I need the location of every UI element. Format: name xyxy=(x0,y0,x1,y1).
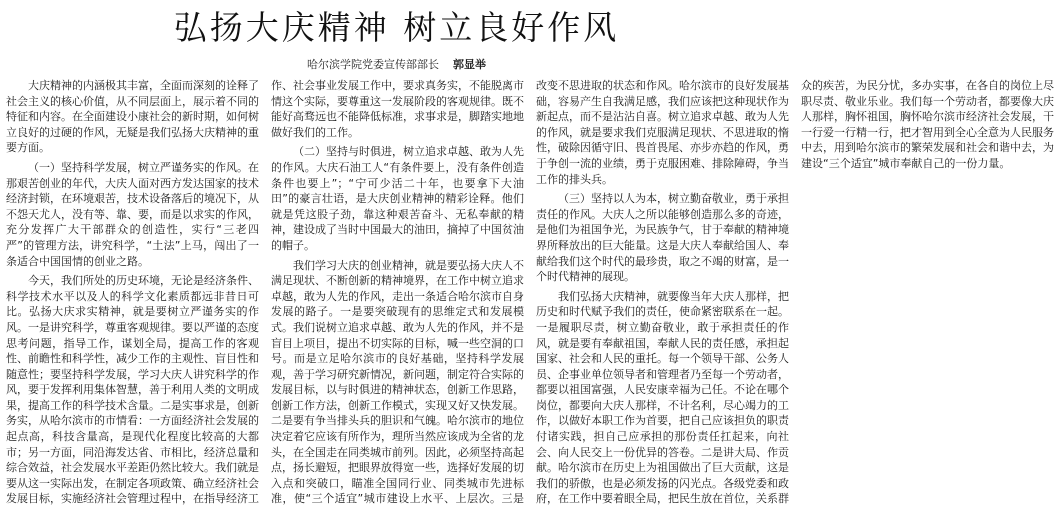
article-paragraph: （一）坚持科学发展，树立严谨务实的作风。在那艰苦创业的年代，大庆人面对西方发达国家的技术经济封锁，在环境艰苦，技术设备落后的境况下，从不怨天尤人，没有等、靠、要，而是以求实的作风，充分发挥广大干部群众的创造性，实行“三老四严”的管理方法，讲究科学，“土法”上马，闯出了一条适合中国国情的创业之路。 xyxy=(6,160,259,268)
article-paragraph: 我们学习大庆的创业精神，就是要弘扬大庆人不满足现状、不断创新的精神境界，在工作中树立追求卓越，敢为人先的作风，走出一条适合哈尔滨市自身发展的路子。一是要突破现有的思维定式和发展模式。我们说树立追求卓越、敢为人先的作风，并不是盲目上项目，提出不切实际的目标，喊一些空洞的口号。而是立足哈尔滨市的良好基础，坚持科学发展观，善于学习研究新情况，新问题，制定符合实际的发展目标，以与时俱进的精神状态，创新工作思路，创新工作方法，创新工作模式，实现又好又快发展。二是要有争当排头兵的胆识和气魄。哈尔滨市的地位决定着它应该有所作为，理所当然应该成为全省的龙头，在全国走在同类城市前列。因此，必须坚持高起点，扬长避短，把眼界放得宽一些，选择好发展的切入点和突破口，瞄准全国同行业、同类城市先进标准，使“三个适宜”城市建设上水平、上层次。三是改变不思进取的状态和作风。哈尔滨市的良好发展基础，容易产生自我满足感，我们应该把这种现状作为新起点，而不是沾沾自喜。树立追求卓越、敢为人先的作风，就是要求我们克服满足现状、不思进取的惰性，破除因循守旧、畏首畏尾、亦步亦趋的作风，勇于争创一流的业绩，勇于克服困难、排除障碍，争当工作的排头兵。 xyxy=(271,79,789,506)
article-body xyxy=(6,78,1054,522)
article-byline xyxy=(0,58,793,72)
article-paragraph: 大庆精神的内涵极其丰富，全面而深刻的诠释了社会主义的核心价值，从不同层面上，展示着不同的特征和内容。在全面建设小康社会的新时期，如何树立良好的过硬的作风，无疑是我们弘扬大庆精神的重要方面。 xyxy=(6,79,259,155)
article-paragraph: 今天，我们所处的历史环境，无论是经济条件、科学技术水平以及人的科学文化素质都远非昔日可比。弘扬大庆求实精神，就是要树立严谨务实的作风。一是讲究科学，尊重客观规律。要以严谨的态度思考问题，指导工作，谋划全局，提高工作的客观性、前瞻性和科学性，减少工作的主观性、盲目性和随意性；要坚持科学发展，学习大庆人讲究科学的作风，要于发挥利用集体智慧，善于利用人类的文明成果，提高工作的科学技术含量。二是实事求是，创新务实，从哈尔滨市的市情看：一方面经济社会发展的起点高，科技含量高，是现代化程度比较高的大都市；另一方面，同沿海发达省、市相比，经济总量和综合效益，社会发展水平差距仍然比较大。我们就是要从这一实际出发，在制定各项政策、确立经济社会发展目标，实施经济社会管理过程中，在指导经济工作、社会事业发展工作中，要求真务实，不能脱离市情这个实际，要尊重这一发展阶段的客观规律。既不能好高骛远也不能降低标准，求事求是，脚踏实地地做好我们的工作。 xyxy=(6,79,524,506)
article-paragraph: （三）坚持以人为本，树立勤奋敬业，勇于承担责任的作风。大庆人之所以能够创造那么多的奇迹，是他们为祖国争光，为民族争气，甘于奉献的精神境界所释放出的巨大能量。这是大庆人奉献给国人、奉献给我们这个时代的最珍贵，取之不竭的财富，是一个时代精神的展现。 xyxy=(536,192,789,284)
article-paragraph: （二）坚持与时俱进，树立追求卓越、敢为人先的作风。大庆石油工人“有条件要上，没有条件创造条件也要上”；“宁可少活二十年，也要拿下大油田”的豪言壮语，是大庆创业精神的精彩诠释。他们就是凭这股子劲，靠这种艰苦奋斗、无私奉献的精神，建设成了当时中国最大的油田，摘掉了中国贫油的帽子。 xyxy=(271,145,524,252)
article-title: 弘扬大庆精神 树立良好作风 xyxy=(173,8,620,47)
article-paragraph: 我们弘扬大庆精神，就要像当年大庆人那样，把历史和时代赋予我们的责任，使命紧密联系在一起。一是履职尽责，树立勤奋敬业，敢于承担责任的作风，就是要有奉献祖国，奉献人民的责任感，承担起国家、社会和人民的重托。每一个领导干部、公务人员、企事业单位领导者和管理者乃至每一个劳动者，都要以祖国富强，人民安康幸福为己任。不论在哪个岗位，都要向大庆人那样，不计名利，尽心竭力的工作，以做好本职工作为首要，把自己应该担负的职责付诸实践，担自己应承担的那份责任扛起来，向社会、向人民交上一份优异的答卷。二是讲大局、作贡献。哈尔滨市在历史上为祖国做出了巨大贡献，这是我们的骄傲，也是必须发扬的闪光点。各级党委和政府，在工作中要着眼全局，把民生放在首位，关系群众的疾苦，为民分忧，多办实事，在各自的岗位上尽职尽责、敬业乐业。我们每一个劳动者，都要像大庆人那样，胸怀祖国，胸怀哈尔滨市经济社会发展，干一行爱一行精一行，把才智用到全心全意为人民服务中去，用到哈尔滨市的繁荣发展和社会和谐中去，为建设“三个适宜”城市奉献自己的一份力量。 xyxy=(536,79,1054,506)
author-affiliation: 哈尔滨学院党委宣传部部长 xyxy=(307,58,439,71)
author-name: 郭显举 xyxy=(453,58,486,71)
